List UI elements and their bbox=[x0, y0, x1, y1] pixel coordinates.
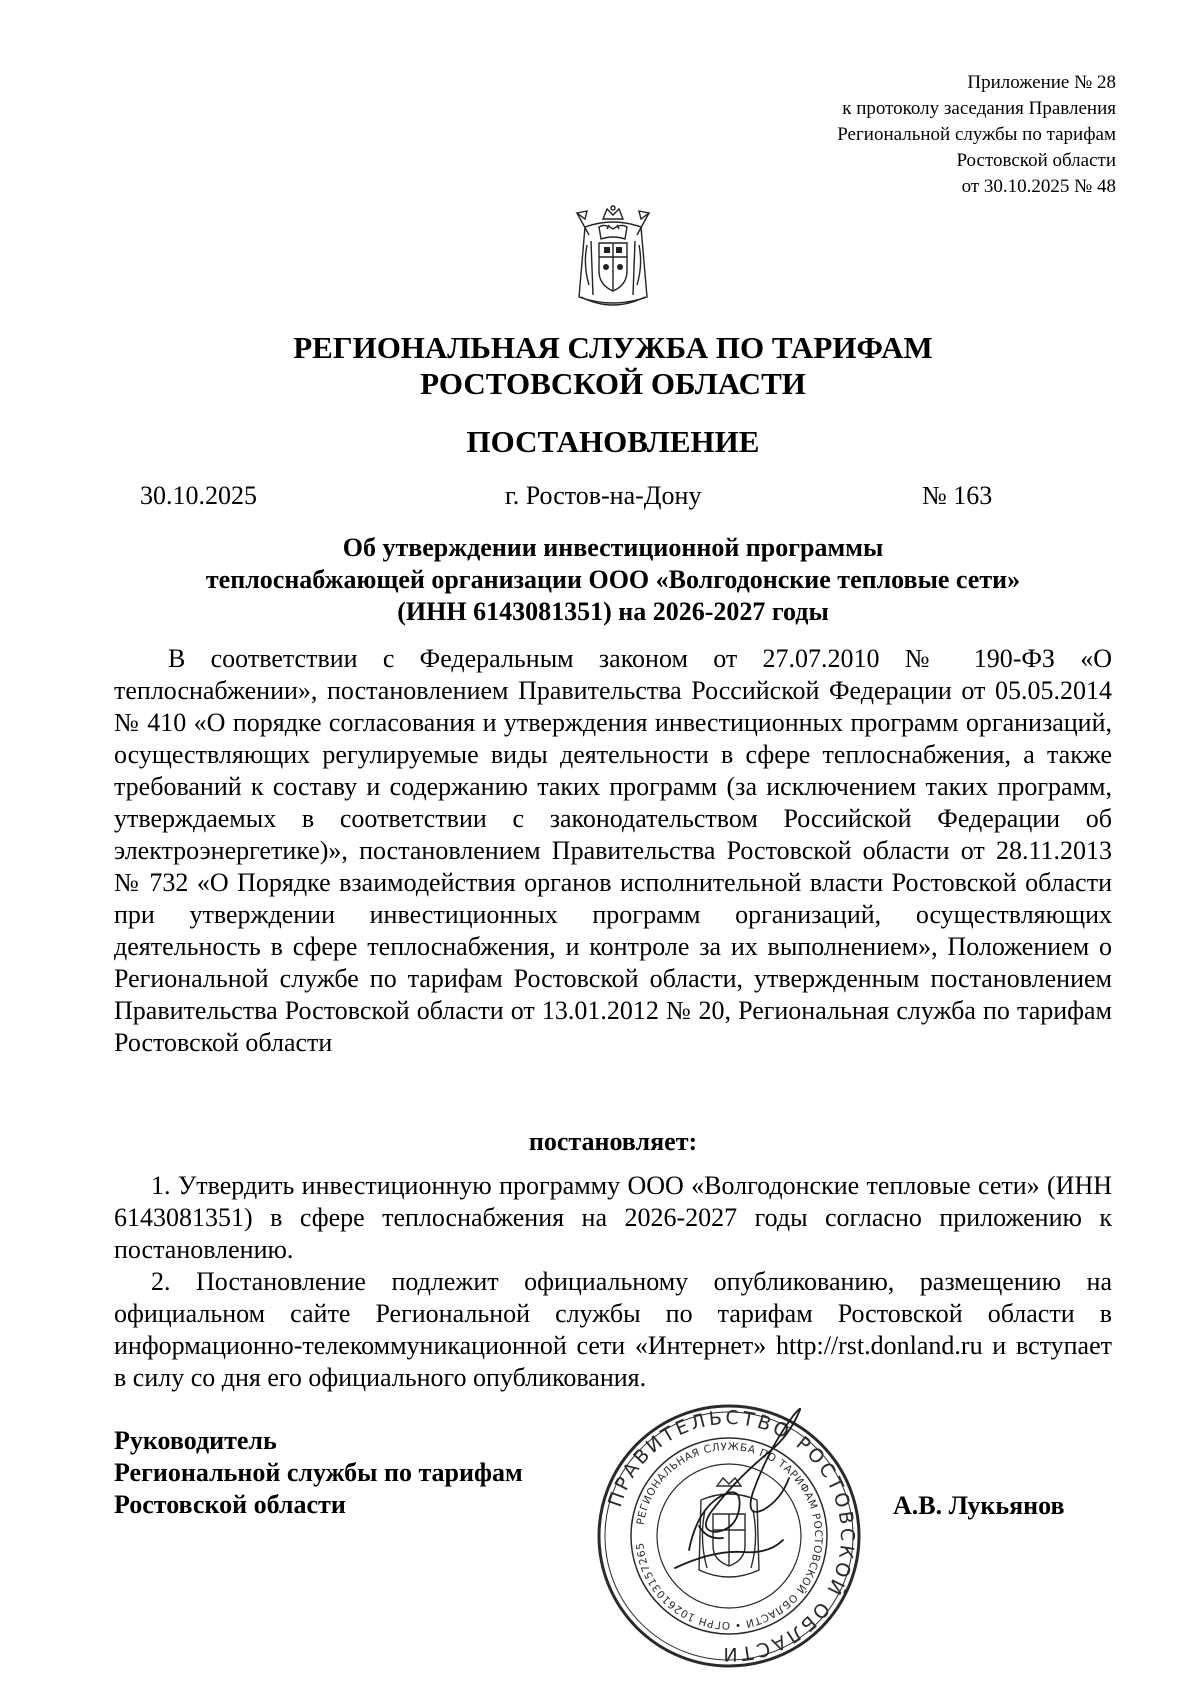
authority-line: РЕГИОНАЛЬНАЯ СЛУЖБА ПО ТАРИФАМ bbox=[293, 330, 933, 365]
signer-position-line: Ростовской области bbox=[114, 1490, 346, 1519]
preamble-paragraph: В соответствии с Федеральным законом от 27.07.2010 № 190-ФЗ «О теплоснабжении», постановлением Правительства Российской Федерации от 05.05.2014 № 410 «О порядке согласования и утверждения инвестиционных программ организаций, осуществляющих регулируемые виды деятельности в сфере теплоснабжения, а также требований к составу и содержанию таких программ (за исключением таких программ, утверждаемых в соответствии с законодательством Российской Федерации об электроэнергетике)», постановлением Правительства Ростовской области от 28.11.2013 № 732 «О Порядке взаимодействия органов исполнительной власти Ростовской области при утверждении инвестиционных программ организаций, осуществляющих деятельность в сфере теплоснабжения, и контроле за их выполнением», Положением о Региональной службе по тарифам Ростовской области, утвержденным постановлением Правительства Ростовской области от 13.01.2012 № 20, Региональная служба по тарифам Ростовской области bbox=[114, 644, 1112, 1057]
subject-line: Об утверждении инвестиционной программы bbox=[342, 533, 884, 562]
document-city: г. Ростов-на-Дону bbox=[505, 481, 702, 510]
seal-inner-text: РЕГИОНАЛЬНАЯ СЛУЖБА ПО ТАРИФАМ РОСТОВСКОЙ ОБЛАСТИ • ОГРН 1026103157265 bbox=[634, 1440, 825, 1632]
appendix-line: Приложение № 28 bbox=[967, 72, 1116, 93]
rostov-region-coat-of-arms-icon bbox=[563, 205, 663, 313]
seal-outer-text: ПРАВИТЕЛЬСТВО РОСТОВСКОЙ ОБЛАСТИ bbox=[604, 1406, 859, 1666]
signer-position-line: Региональной службы по тарифам bbox=[114, 1458, 523, 1487]
signer-position bbox=[114, 1425, 523, 1521]
signer-name: А.В. Лукьянов bbox=[893, 1491, 1065, 1520]
subject-line: (ИНН 6143081351) на 2026-2027 годы bbox=[397, 597, 829, 626]
appendix-line: от 30.10.2025 № 48 bbox=[961, 176, 1116, 197]
appendix-line: Региональной службы по тарифам bbox=[837, 124, 1116, 145]
authority-line: РОСТОВСКОЙ ОБЛАСТИ bbox=[420, 366, 806, 401]
appendix-line: Ростовской области bbox=[956, 150, 1116, 171]
resolution-item: 2. Постановление подлежит официальному опубликованию, размещению на официальном сайте Региональной службы по тарифам Ростовской области в информационно-телекоммуникационной сети «Интернет» http://rst.donland.ru и вступает в силу со дня его официального опубликования. bbox=[114, 1267, 1112, 1392]
document-number: № 163 bbox=[922, 481, 993, 510]
issuing-authority bbox=[0, 330, 1200, 402]
resolution-item: 1. Утвердить инвестиционную программу ООО «Волгодонские тепловые сети» (ИНН 6143081351) в сфере теплоснабжения на 2026-2027 годы согласно приложению к постановлению. bbox=[114, 1171, 1112, 1264]
resolution-items bbox=[114, 1170, 1112, 1394]
document-type: ПОСТАНОВЛЕНИЕ bbox=[466, 424, 760, 459]
document-subject bbox=[0, 532, 1200, 628]
appendix-reference bbox=[696, 70, 1116, 200]
appendix-line: к протоколу заседания Правления bbox=[842, 98, 1116, 119]
official-seal-icon bbox=[593, 1400, 865, 1672]
signer-position-line: Руководитель bbox=[114, 1426, 277, 1455]
resolves-heading: постановляет: bbox=[528, 1127, 698, 1156]
subject-line: теплоснабжающей организации ООО «Волгодонские тепловые сети» bbox=[205, 565, 1021, 594]
document-date: 30.10.2025 bbox=[140, 481, 257, 510]
